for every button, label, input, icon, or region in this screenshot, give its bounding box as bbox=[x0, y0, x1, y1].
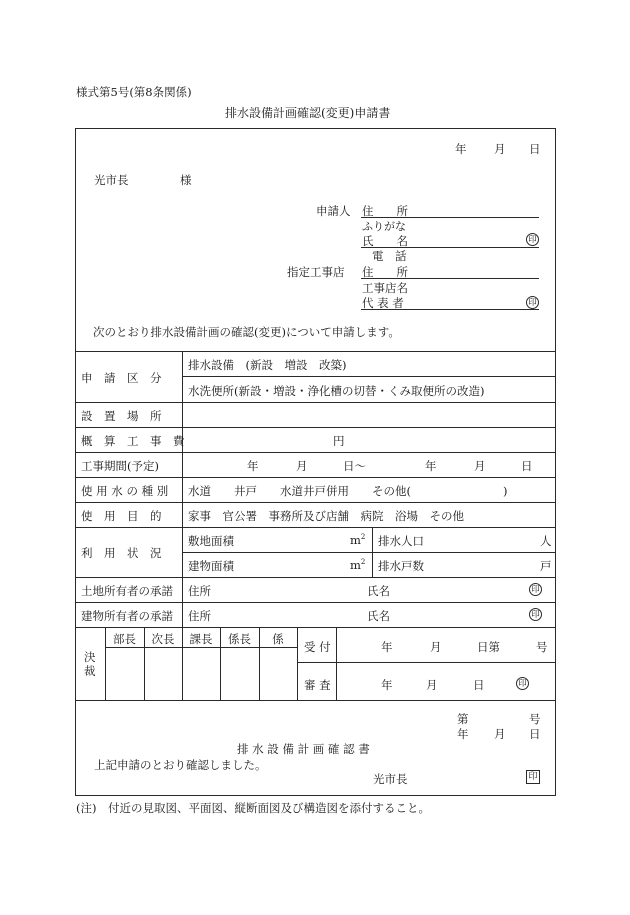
site-area-unit: $m^2$ bbox=[350, 533, 366, 547]
land-owner-seal: 印 bbox=[529, 583, 542, 596]
row-line bbox=[75, 502, 556, 503]
shop-name-label: 工事店名 bbox=[362, 281, 408, 295]
confirmation-year: 年 bbox=[457, 727, 469, 741]
contractor-address-label: 住 所 bbox=[362, 265, 408, 279]
application-statement: 次のとおり排水設備計画の確認(変更)について申請します。 bbox=[93, 325, 400, 339]
drain-population-label: 排水人口 bbox=[378, 534, 424, 548]
row-line bbox=[75, 577, 556, 578]
approval-label: 決裁 bbox=[84, 650, 96, 678]
approval-col-line bbox=[297, 627, 298, 700]
confirmation-title: 排 水 設 備 計 画 確 認 書 bbox=[237, 742, 370, 756]
period-label: 工事期間(予定) bbox=[81, 459, 159, 473]
phone-label: 電 話 bbox=[372, 249, 407, 263]
approval-header-line bbox=[105, 647, 297, 648]
row-line bbox=[75, 477, 556, 478]
received-issue: 号 bbox=[536, 640, 548, 654]
household-unit: 戸 bbox=[540, 559, 552, 573]
review-year: 年 bbox=[381, 678, 393, 692]
attachment-note: (注) 付近の見取図、平面図、縦断面図及び構造図を添付すること。 bbox=[76, 801, 430, 815]
building-owner-label: 建物所有者の承諾 bbox=[81, 609, 173, 623]
category-label: 申 請 区 分 bbox=[81, 371, 162, 385]
land-owner-address: 住所 bbox=[188, 584, 211, 598]
applicant-address-label: 住 所 bbox=[362, 204, 408, 218]
period-year: 年 bbox=[247, 459, 259, 473]
mayor-seal: 印 bbox=[526, 770, 540, 784]
usage-label: 利 用 状 況 bbox=[81, 546, 162, 560]
period-month-2: 月 bbox=[474, 459, 486, 473]
furigana-label: ふりがな bbox=[362, 220, 406, 233]
category-mid-line bbox=[182, 376, 556, 377]
review-day: 日 bbox=[473, 678, 485, 692]
building-area-label: 建物面積 bbox=[188, 559, 234, 573]
approval-col-line bbox=[336, 627, 337, 700]
period-day-from: 日～ bbox=[343, 459, 366, 473]
purpose-label: 使 用 目 的 bbox=[81, 509, 162, 523]
review-month: 月 bbox=[426, 678, 438, 692]
row-line bbox=[75, 427, 556, 428]
building-owner-seal: 印 bbox=[529, 608, 542, 621]
approval-col-staff: 係 bbox=[272, 632, 284, 646]
usage-mid-line bbox=[182, 552, 556, 553]
confirmation-number-prefix: 第 bbox=[457, 712, 469, 726]
received-day-number: 日第 bbox=[477, 640, 500, 654]
received-label: 受 付 bbox=[304, 640, 331, 654]
approval-col-subsection-chief: 係長 bbox=[228, 632, 251, 646]
category-option-1: 排水設備 (新設 増設 改築) bbox=[188, 358, 347, 372]
approval-col-section-chief: 課長 bbox=[189, 632, 213, 646]
cost-label: 概 算 工 事 費 bbox=[81, 434, 185, 448]
applicant-seal: 印 bbox=[526, 233, 539, 246]
cost-unit: 円 bbox=[333, 434, 345, 448]
applicant-label: 申請人 bbox=[316, 204, 351, 218]
approval-col-deputy: 次長 bbox=[151, 632, 175, 646]
building-owner-name: 氏名 bbox=[367, 609, 390, 623]
approval-col-director: 部長 bbox=[113, 632, 136, 646]
label-column-line bbox=[182, 351, 183, 627]
row-line bbox=[75, 402, 556, 403]
form-title: 排水設備計画確認(変更)申請書 bbox=[225, 106, 391, 120]
building-area-unit: $m^2$ bbox=[350, 558, 366, 572]
form-number: 様式第5号(第8条関係) bbox=[76, 85, 192, 99]
date-year: 年 bbox=[455, 142, 467, 156]
drain-households-label: 排水戸数 bbox=[378, 559, 424, 573]
approval-bottom-line bbox=[75, 700, 556, 701]
period-day-2: 日 bbox=[521, 459, 533, 473]
contractor-label: 指定工事店 bbox=[287, 265, 345, 279]
population-unit: 人 bbox=[540, 534, 552, 548]
contractor-address-line bbox=[361, 278, 539, 279]
land-owner-name: 氏名 bbox=[367, 584, 390, 598]
addressee: 光市長 bbox=[94, 173, 129, 187]
row-line bbox=[75, 627, 556, 628]
confirmation-text: 上記申請のとおり確認しました。 bbox=[94, 758, 267, 772]
review-label: 審 査 bbox=[304, 678, 331, 692]
location-label: 設 置 場 所 bbox=[81, 409, 162, 423]
honorific: 様 bbox=[180, 173, 192, 187]
purpose-options: 家事 官公署 事務所及び店舗 病院 浴場 その他 bbox=[188, 509, 464, 523]
received-year: 年 bbox=[381, 640, 393, 654]
representative-label: 代 表 者 bbox=[362, 296, 404, 310]
applicant-name-label: 氏 名 bbox=[362, 234, 408, 248]
representative-seal: 印 bbox=[526, 296, 539, 309]
building-owner-address: 住所 bbox=[188, 609, 211, 623]
confirmation-number-suffix: 号 bbox=[529, 712, 541, 726]
period-year-2: 年 bbox=[425, 459, 437, 473]
period-month: 月 bbox=[296, 459, 308, 473]
water-type-options: 水道 井戸 水道井戸併用 その他( ) bbox=[188, 484, 508, 498]
row-line bbox=[75, 527, 556, 528]
date-day: 日 bbox=[529, 142, 541, 156]
site-area-label: 敷地面積 bbox=[188, 534, 234, 548]
row-line bbox=[75, 602, 556, 603]
row-line bbox=[75, 452, 556, 453]
table-top-line bbox=[75, 351, 556, 352]
land-owner-label: 土地所有者の承諾 bbox=[81, 584, 173, 598]
confirmation-mayor: 光市長 bbox=[373, 772, 408, 786]
water-type-label: 使 用 水 の 種 別 bbox=[81, 484, 169, 498]
representative-line bbox=[361, 309, 539, 310]
category-option-2: 水洗便所(新設・増設・浄化槽の切替・くみ取便所の改造) bbox=[188, 384, 485, 398]
confirmation-month: 月 bbox=[494, 727, 506, 741]
usage-split-line bbox=[372, 527, 373, 577]
received-month: 月 bbox=[430, 640, 442, 654]
date-month: 月 bbox=[494, 142, 506, 156]
confirmation-day: 日 bbox=[529, 727, 541, 741]
review-seal: 印 bbox=[516, 677, 529, 690]
